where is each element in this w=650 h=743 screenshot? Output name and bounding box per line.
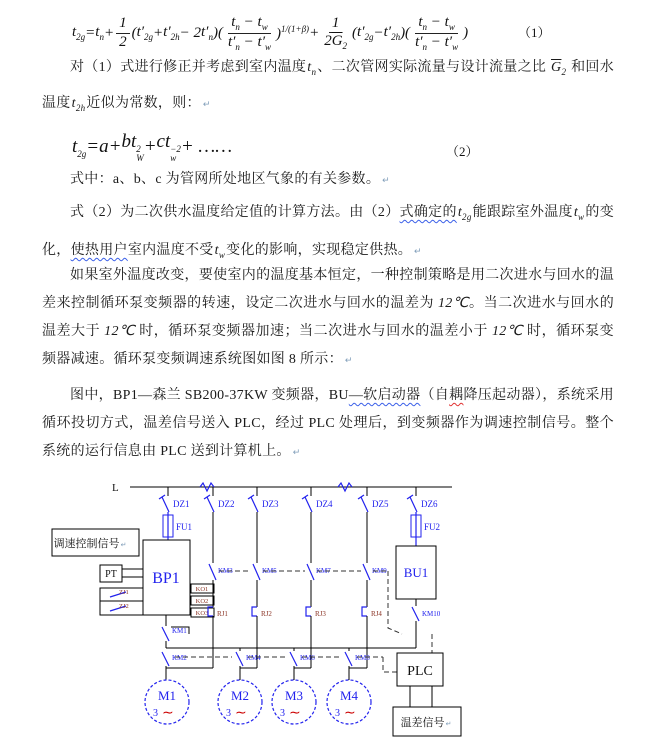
rj3-label: RJ3 [315,610,326,618]
text-run: ↵ [202,98,211,109]
motor-phase: 3 [280,708,285,719]
math-token: + [143,136,157,157]
text-run: 、二次管网实际流量与设计流量之比 [317,60,551,75]
breaker-dz4 [302,487,333,512]
math-token: − [427,33,445,50]
inline-math: $\overline{G}_2$ [551,60,567,77]
breaker-label: DZ2 [218,499,235,509]
paragraph-correction [42,52,614,124]
text-run: 变化的影响，实现稳定供热。 [226,242,413,258]
inline-math: $t_n$ [307,60,317,77]
km6-label: KM6 [300,654,315,662]
math-token: + [103,24,115,41]
math-token: ( [352,24,358,41]
breaker-label: DZ3 [262,499,279,509]
breaker-label: DZ5 [372,499,389,509]
paragraph-tracking [42,196,614,272]
ac-wave-icon: ∼ [289,706,301,721]
km2-label: KM2 [172,654,187,662]
fraction [225,14,274,52]
math-token: $t_{2g}$ [72,24,86,42]
fuse-label: FU1 [176,522,193,532]
text-run: 式（2）为二次供水温度给定值的计算方法。由（2） [70,205,400,220]
breaker-dz3 [248,487,279,512]
km1-label: KM1 [172,627,187,635]
math-token: )$^{1/(1+\beta)}$ [276,23,310,42]
ac-wave-icon: ∼ [235,706,247,721]
branch-line-2 [252,512,277,668]
speed-control-signal-box [52,529,139,556]
ko2-label: KO2 [195,598,209,605]
rj2-label: RJ2 [261,610,272,618]
text-run: 12℃ [491,324,524,339]
math-token: 1 [119,15,127,32]
km5-label: KM5 [262,567,277,575]
soft-starter-label: BU1 [403,565,429,580]
text-run: 12℃ [104,324,136,339]
fraction [412,14,461,52]
math-token: )( [212,24,223,41]
thermal-relay-rj4 [362,607,367,616]
math-token: $t_n$ [95,24,104,42]
math-token: $t'_w$ [444,33,459,52]
text-run: 式中： [70,172,113,187]
math-token: 2 [324,32,332,49]
text-run: 室内温度不受 [127,242,214,258]
text-run: 。当二次进水与回水的温差大于 [42,296,615,339]
branch-line-4 [362,512,387,668]
math-token: − [427,14,445,31]
equation-2-number: （2） [446,144,479,159]
breaker-dz6 [407,487,438,512]
math-token: ) [463,24,469,41]
math-token: − 2 [179,24,201,41]
motor-phase: 3 [226,708,231,719]
fraction [321,15,350,52]
math-token: $t'_n$ [227,33,240,52]
ac-wave-icon: ∼ [162,706,174,721]
motor-label: M4 [339,688,359,703]
soft-starter-bu1 [396,546,436,599]
text-run: 和回水温度 [42,60,614,111]
text-run: （自 [420,388,450,403]
text-run: 近似为常数，则： [86,95,201,111]
equation-1 [72,8,468,58]
text-run: 时，循环泵变频器减速。循环泵变频调速系统图如图 8 所示： [42,324,614,367]
math-token: $\overline{G}_2$ [331,32,348,51]
math-token: $t_w$ [444,14,455,33]
contactor-km10 [412,599,441,653]
km7-label: KM7 [316,567,331,575]
plc-label: PLC [407,664,433,679]
math-token: a [99,136,109,157]
text-run: —软启动器 [348,388,421,403]
math-token: )( [400,24,411,41]
inline-math: $t_{2h}$ [71,95,86,113]
motor-m3 [272,680,316,724]
inverter-label: BP1 [152,570,180,587]
ac-wave-icon: ∼ [344,706,356,721]
branch-line-3 [306,512,331,668]
math-token: $t'_n$ [201,24,213,42]
bus-label: L [112,482,119,494]
breaker-label: DZ4 [316,499,333,509]
text-run: 时，循环泵变频器加速；当二次进水与回水的温差小于 [135,324,492,339]
km4-label: KM4 [246,654,261,662]
text-run: 式确定的 [399,205,457,220]
rj1-label: RJ1 [217,610,228,618]
math-token: $t'_{2h}$ [383,24,401,42]
paragraph-figure-description [42,382,614,466]
thermal-relay-rj3 [306,607,311,616]
equation-2 [72,128,232,166]
text-run: 使热用户 [70,242,128,258]
text-run: 降压起动器），系统采用循环投切方式，温差信号送入 PLC，经过 PLC 处理后，到变频器作为调速控制信号。整个系统的运行信息由 PLC 送到计算机上。 [42,388,614,459]
contactor-km8 [345,648,370,680]
rj4-label: RJ4 [371,610,382,618]
motor-m1 [145,680,189,724]
math-token: + [153,24,164,41]
contactor-km1 [162,615,189,648]
breaker-dz2 [204,487,235,512]
text-run: ↵ [382,175,390,185]
equation-1-number: （1） [518,25,551,40]
breaker-label: DZ1 [173,499,190,509]
text-run: 耦 [449,388,464,403]
math-token: bt 2 W [121,131,144,163]
ko1-label: KO1 [195,586,209,593]
power-bus [112,482,452,494]
text-run: 能跟踪室外温度 [472,205,573,220]
motor-label: M3 [284,688,304,703]
motor-label: M2 [230,688,250,703]
breaker-dz1 [159,487,190,512]
ko-terminals [191,584,214,617]
math-token: $t'_{2g}$ [357,24,374,42]
text-run: 为管网所处地区气象的有关参数。 [161,172,381,187]
km3-label: KM3 [218,567,233,575]
km9-label: KM9 [372,567,387,575]
motor-m4 [327,680,371,724]
breaker-dz5 [358,487,389,512]
math-token: + [108,136,122,157]
fuse-fu2 [411,512,440,546]
math-token: $t_n$ [418,14,428,33]
math-token: $t_{2g}$ [72,135,87,159]
math-token: 1 [331,14,340,31]
text-run: ↵ [344,355,353,365]
math-token: ( [131,24,137,41]
math-token: $t'_n$ [415,33,428,52]
zj2-label: ZJ2 [119,603,129,610]
thermal-relay-rj2 [252,607,257,616]
paragraph-control-strategy [42,262,614,374]
math-token: = [85,24,96,41]
fuse-fu1 [163,512,192,540]
math-token: ct −2 w [156,131,181,163]
pt-label: PT [105,569,117,580]
text-run: 图中，BP1—森兰 SB200-37KW 变频器，BU [70,388,349,403]
text-run: 如果室外温度改变，要使室内的温度基本恒定，一种控制策略是用二次进水与回水的温差来控制循环泵变频器的转速，设定二次进水与回水的温差为 [42,268,614,311]
temp-signal-box [393,707,461,736]
text-run: 的变化， [42,205,614,258]
math-token: + [309,24,320,41]
pt-box [100,565,143,582]
math-token: − [239,14,258,31]
fraction [116,15,130,51]
text-run: a、b、c [112,172,162,187]
paragraph-params [42,170,614,190]
text-run: ↵ [414,245,422,256]
math-token: = [86,136,100,157]
inline-math: $t_w$ [573,205,585,222]
motor-phase: 3 [335,708,340,719]
text-run: ↵ [292,447,301,457]
fuse-label: FU2 [424,522,441,532]
contactor-km2 [162,652,213,680]
text-run: 12℃ [437,296,470,311]
speed-control-signal-label: 调速控制信号↵ [53,538,127,550]
math-token: $t'_{2h}$ [163,24,180,42]
temp-signal-label: 温差信号↵ [400,717,452,729]
math-token: + …… [180,136,233,157]
motor-phase: 3 [153,708,158,719]
math-token: − [373,24,384,41]
inline-math: $t_w$ [214,242,226,260]
plc-box [397,653,443,707]
ko3-label: KO3 [195,610,209,617]
motor-m2 [218,680,262,724]
zj-contacts [100,588,143,615]
km10-label: KM10 [422,610,441,618]
math-token: − [239,33,258,50]
zj1-label: ZJ1 [119,589,129,596]
math-token: $t_w$ [257,14,268,33]
math-token: $t_n$ [231,14,240,33]
motor-label: M1 [157,688,177,703]
math-token: 2 [119,33,127,50]
inverter-bp1 [143,540,190,615]
text-run: 对（1）式进行修正并考虑到室内温度 [70,60,307,75]
math-token: $t'_w$ [257,33,271,52]
circuit-diagram-figure8 [0,470,650,743]
km8-label: KM8 [355,654,370,662]
breaker-label: DZ6 [421,499,438,509]
math-token: $t'_{2g}$ [136,24,154,42]
inline-math: $t_{2g}$ [457,205,472,222]
